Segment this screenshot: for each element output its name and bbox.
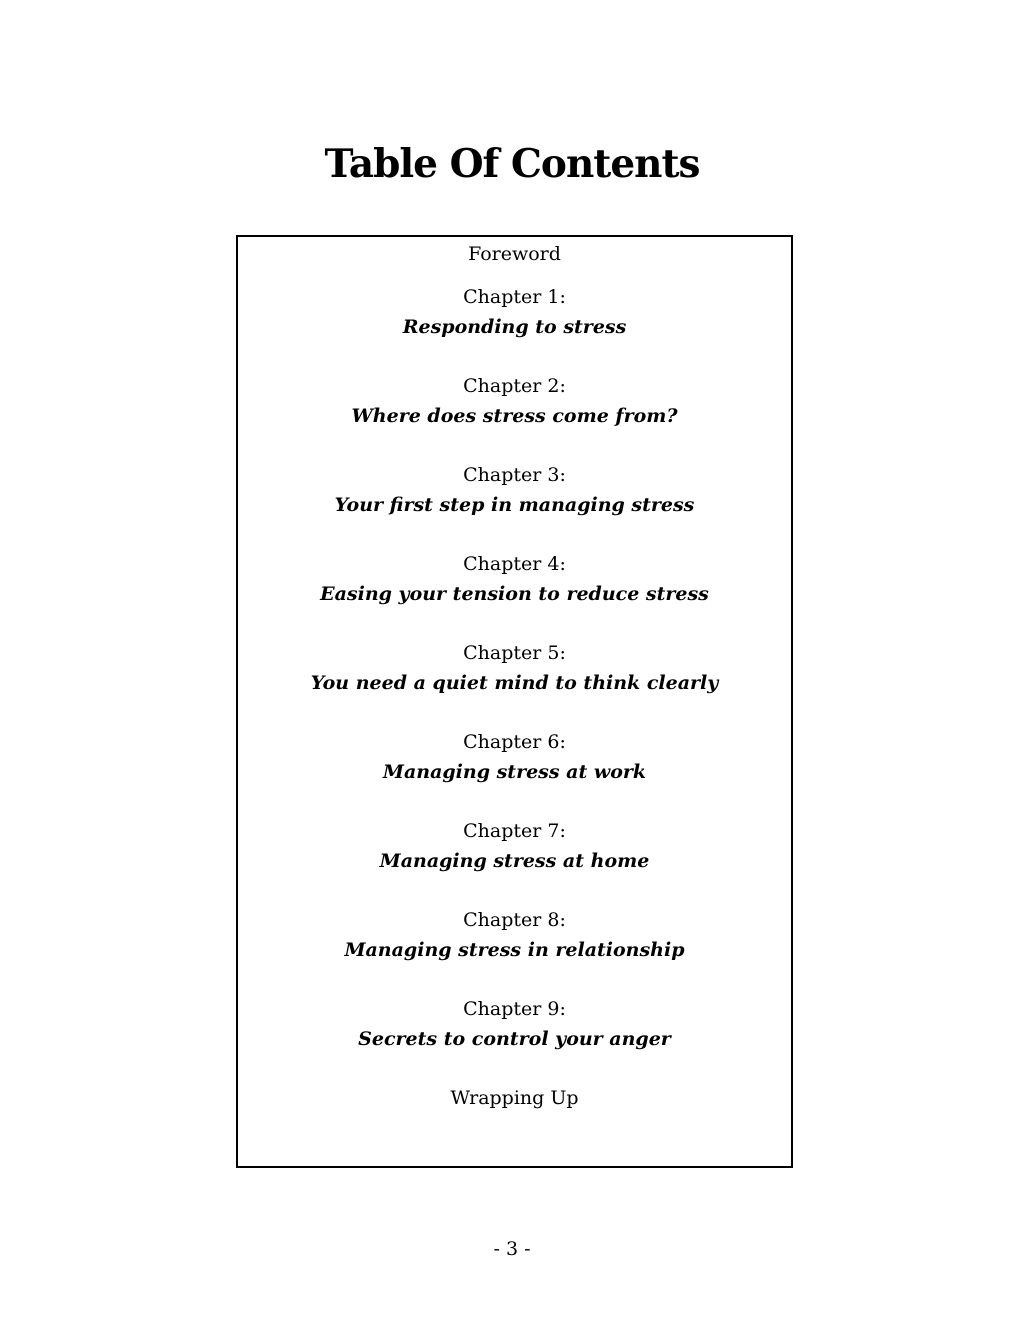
toc-chapter-3-label[interactable]: Chapter 3: [463,464,566,486]
toc-chapter-1-label[interactable]: Chapter 1: [463,286,566,308]
toc-chapter-7-title[interactable]: Managing stress at home [379,850,650,872]
toc-chapter-9-title[interactable]: Secrets to control your anger [358,1028,671,1050]
toc-chapter-5-label[interactable]: Chapter 5: [463,642,566,664]
table-of-contents-box [236,235,793,1168]
toc-chapter-9-label[interactable]: Chapter 9: [463,998,566,1020]
toc-chapter-1-title[interactable]: Responding to stress [402,316,627,338]
toc-chapter-4-label[interactable]: Chapter 4: [463,553,566,575]
toc-chapter-7-label[interactable]: Chapter 7: [463,820,566,842]
toc-chapter-2-title[interactable]: Where does stress come from? [351,405,678,427]
toc-chapter-4-title[interactable]: Easing your tension to reduce stress [320,583,709,605]
toc-chapter-6-title[interactable]: Managing stress at work [382,761,647,783]
toc-chapter-8-label[interactable]: Chapter 8: [463,909,566,931]
toc-item-wrapping-up[interactable]: Wrapping Up [450,1087,579,1109]
toc-item-foreword[interactable]: Foreword [468,243,561,265]
page-number: - 3 - [493,1238,531,1260]
toc-chapter-8-title[interactable]: Managing stress in relationship [344,939,685,961]
toc-chapter-2-label[interactable]: Chapter 2: [463,375,566,397]
toc-chapter-6-label[interactable]: Chapter 6: [463,731,566,753]
page-title: Table Of Contents [324,141,700,187]
toc-chapter-5-title[interactable]: You need a quiet mind to think clearly [310,672,719,694]
toc-chapter-3-title[interactable]: Your first step in managing stress [334,494,695,516]
